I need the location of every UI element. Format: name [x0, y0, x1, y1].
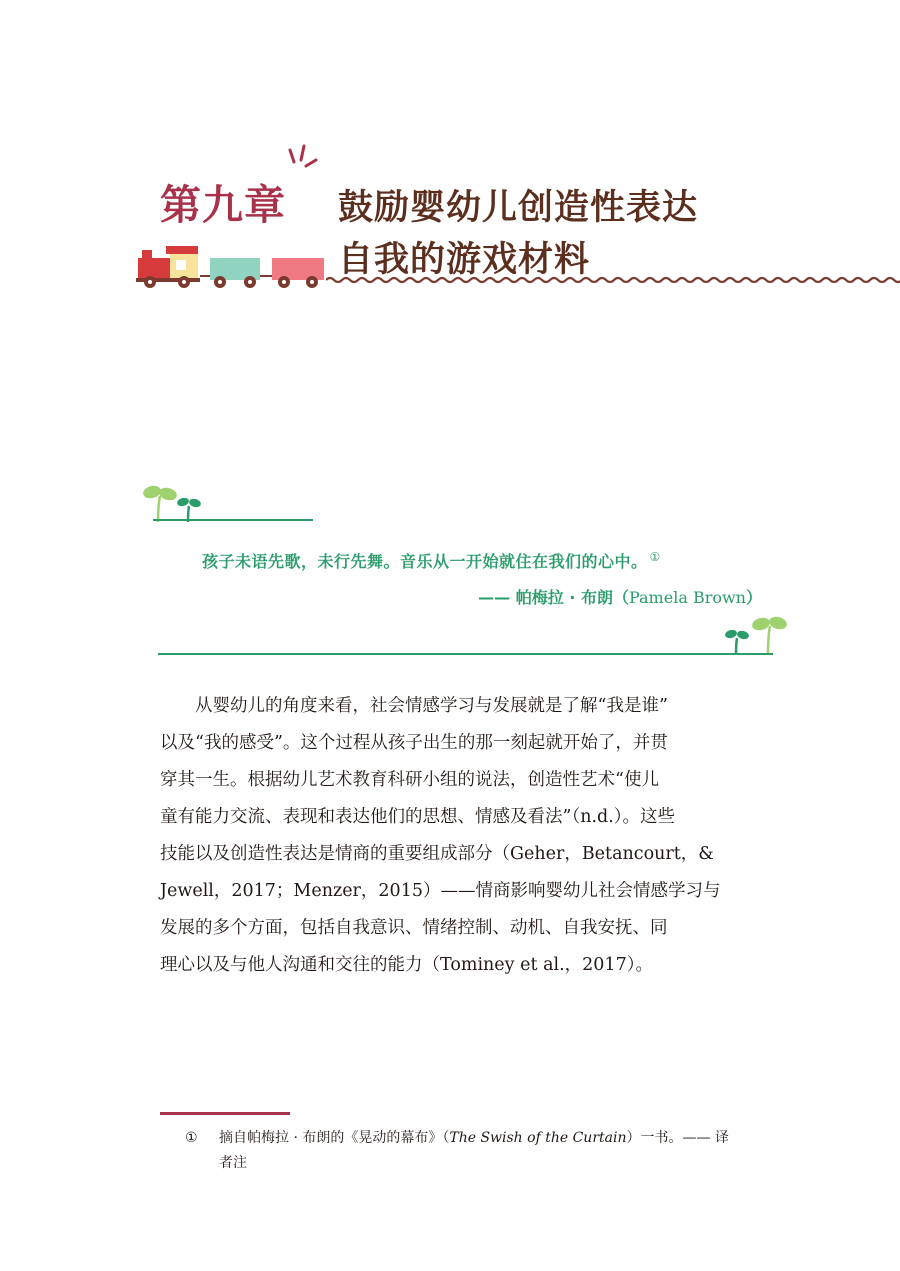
body-line: 童有能力交流、表现和表达他们的思想、情感及看法”（n.d.）。这些 — [160, 807, 676, 827]
train-car-pink — [272, 258, 324, 288]
author-prefix: —— 帕梅拉 · 布朗（ — [478, 588, 629, 607]
body-line: 从婴幼儿的角度来看，社会情感学习与发展就是了解“我是谁” — [160, 696, 668, 716]
footnote-book-title: The Swish of the Curtain — [449, 1130, 627, 1146]
chapter-title-line-1: 鼓励婴幼儿创造性表达 — [338, 188, 699, 228]
footnote-line-1 — [219, 1126, 729, 1151]
body-line: 穿其一生。根据幼儿艺术教育科研小组的说法，创造性艺术“使儿 — [160, 770, 659, 790]
sprout-icon — [140, 482, 210, 524]
footnote-text-before: 摘自帕梅拉 · 布朗的《晃动的幕布》（ — [219, 1130, 450, 1146]
body-line: 技能以及创造性表达是情商的重要组成部分（Geher，Betancourt，& — [160, 844, 714, 864]
train-engine — [136, 246, 200, 288]
footnote-text-after: ）一书。—— 译 — [626, 1130, 729, 1146]
footnote-ref: ① — [649, 550, 661, 564]
body-line: 发展的多个方面，包括自我意识、情绪控制、动机、自我安抚、同 — [160, 918, 668, 938]
train-illustration — [136, 240, 328, 292]
footnote-line-2: 者注 — [219, 1155, 247, 1171]
footnote-rule — [160, 1112, 290, 1115]
quote-text — [202, 549, 661, 572]
body-line: Jewell，2017；Menzer，2015）——情商影响婴幼儿社会情感学习与 — [160, 881, 721, 901]
chapter-label: 第九章 — [160, 181, 286, 229]
footnote-mark: ① — [185, 1130, 198, 1146]
wavy-divider — [326, 270, 900, 290]
quote-top-rule — [153, 519, 313, 521]
sprout-icon — [720, 612, 792, 656]
body-paragraph — [160, 688, 766, 984]
body-line: 以及“我的感受”。这个过程从孩子出生的那一刻起就开始了，并贯 — [160, 733, 668, 753]
author-latin-name: Pamela Brown — [628, 588, 746, 607]
body-line: 理心以及与他人沟通和交往的能力（Tominey et al.，2017）。 — [160, 955, 653, 975]
chapter-title-line-2: 自我的游戏材料 — [338, 240, 591, 280]
quote-bottom-rule — [158, 653, 773, 655]
author-suffix: ） — [745, 588, 762, 607]
quote-author — [478, 585, 762, 608]
train-car-teal — [210, 258, 260, 288]
sparkle-decoration — [286, 140, 326, 174]
quote-body: 孩子未语先歌，未行先舞。音乐从一开始就住在我们的心中。 — [202, 552, 648, 571]
